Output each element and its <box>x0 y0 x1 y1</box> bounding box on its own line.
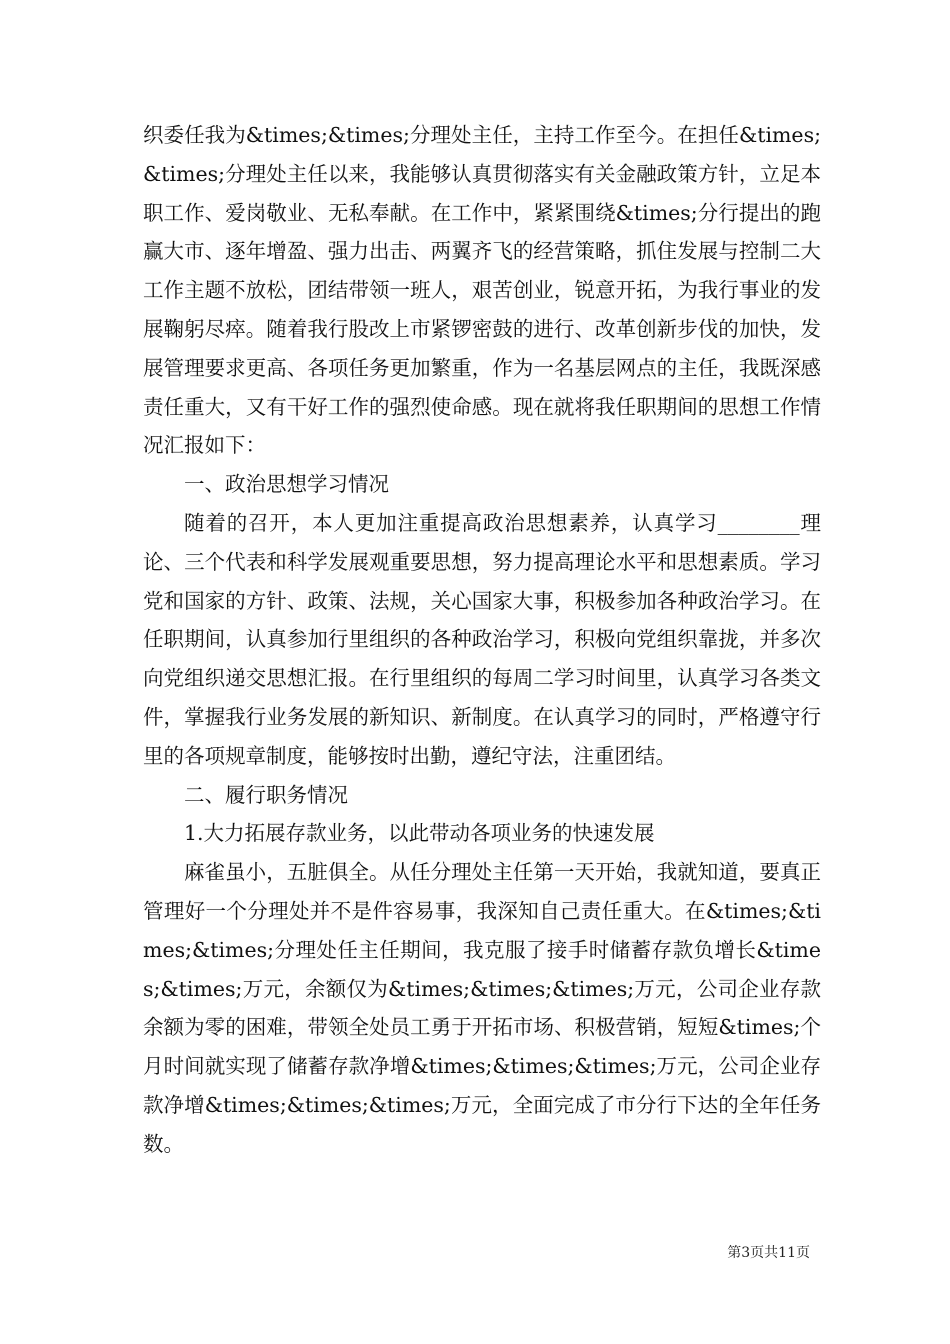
paragraph-continuation: 织委任我为&times;&times;分理处主任，主持工作至今。在担任&times;&times;分理处主任以来，我能够认真贯彻落实有关金融政策方针，立足本职工作、爱岗敬业、无私奉献。在工作中，紧紧围绕&times;分行提出的跑赢大市、逐年增盈、强力出击、两翼齐飞的经营策略，抓住发展与控制二大工作主题不放松，团结带领一班人，艰苦创业，锐意开拓，为我行事业的发展鞠躬尽瘁。随着我行股改上市紧锣密鼓的进行、改革创新步伐的加快，发展管理要求更高、各项任务更加繁重，作为一名基层网点的主任，我既深感责任重大，又有干好工作的强烈使命感。现在就将我任职期间的思想工作情况汇报如下： <box>143 123 821 458</box>
paragraph-deposits: 麻雀虽小，五脏俱全。从任分理处主任第一天开始，我就知道，要真正管理好一个分理处并不是件容易事，我深知自己责任重大。在&times;&times;&times;分理处任主任期间，我克服了接手时储蓄存款负增长&times;&times;万元，余额仅为&times;&times;&times;万元，公司企业存款余额为零的困难，带领全处员工勇于开拓市场、积极营销，短短&times;个月时间就实现了储蓄存款净增&times;&times;&times;万元，公司企业存款净增&times;&times;&times;万元，全面完成了市分行下达的全年任务数。 <box>143 860 821 1156</box>
section-heading-political-study: 一、政治思想学习情况 <box>184 472 389 497</box>
document-body <box>143 116 821 1164</box>
page-number-footer: 第3页共11页 <box>727 1245 810 1261</box>
subsection-heading-deposits: 1.大力拓展存款业务，以此带动各项业务的快速发展 <box>184 821 655 846</box>
paragraph-political-study: 随着的召开，本人更加注重提高政治思想素养，认真学习________理论、三个代表和科学发展观重要思想，努力提高理论水平和思想素质。学习党和国家的方针、政策、法规，关心国家大事，积极参加各种政治学习。在任职期间，认真参加行里组织的各种政治学习，积极向党组织靠拢，并多次向党组织递交思想汇报。在行里组织的每周二学习时间里，认真学习各类文件，掌握我行业务发展的新知识、新制度。在认真学习的同时，严格遵守行里的各项规章制度，能够按时出勤，遵纪守法，注重团结。 <box>143 510 821 768</box>
section-heading-duties: 二、履行职务情况 <box>184 782 348 807</box>
